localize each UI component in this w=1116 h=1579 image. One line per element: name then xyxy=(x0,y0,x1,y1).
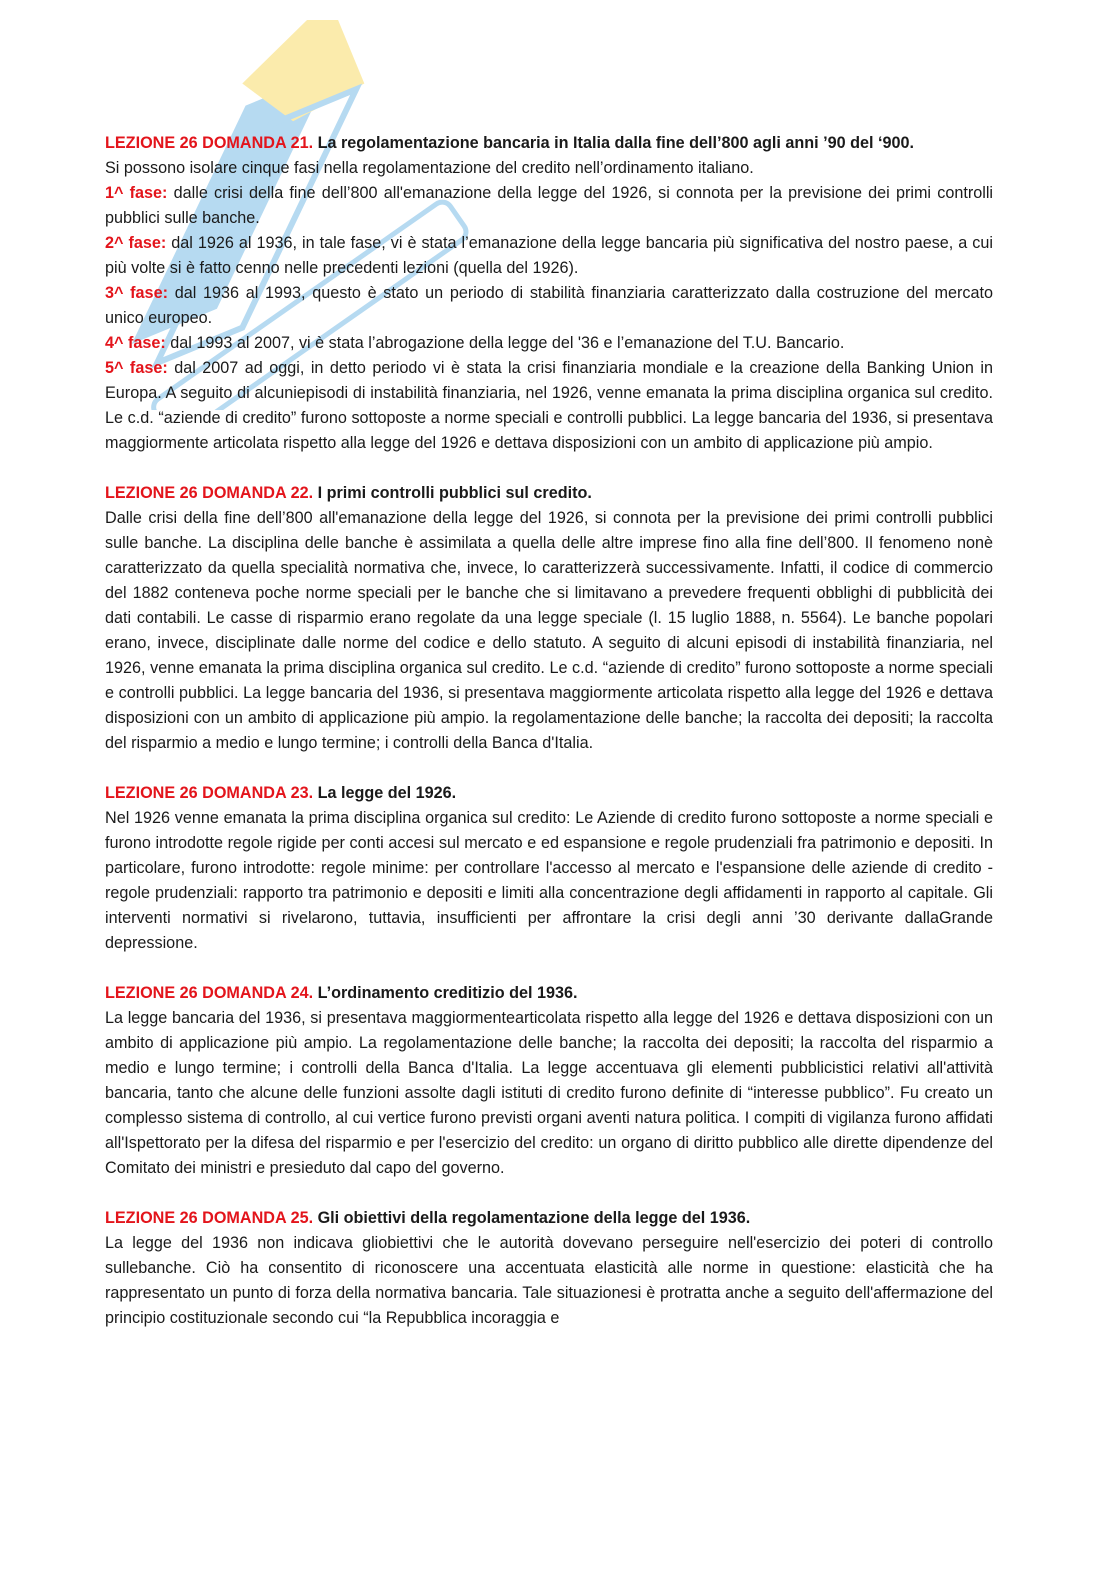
phase-5-label: 5^ fase: xyxy=(105,359,168,377)
phase-1-text: dalle crisi della fine dell’800 all'emanazione della legge del 1926, si connota per la previsione dei primi controlli pubblici sulle banche. xyxy=(105,184,994,227)
question-24-title: L’ordinamento creditizio del 1936. xyxy=(317,984,578,1002)
question-22-body: Dalle crisi della fine dell’800 all'emanazione della legge del 1926, si connota per la previsione dei primi controlli pubblici sulle banche. La disciplina delle banche è assimilata a quella delle altre imprese fino alla fine dell’800. Il fenomeno nonè caratterizzato da quella specialità normativa che, invece, lo caratterizzerà successivamente. Infatti, il codice di commercio del 1882 conteneva poche norme speciali per le banche che si limitavano a prevedere frequenti obblighi di pubblicità dei dati contabili. Le casse di risparmio erano regolate da una legge speciale (l. 15 luglio 1888, n. 5564). Le banche popolari erano, invece, disciplinate dalle norme del codice e dello statuto. A seguito di alcuni episodi di instabilità finanziaria, nel 1926, venne emanata la prima disciplina organica sul credito. Le c.d. “aziende di credito” furono sottoposte a norme speciali e controlli pubblici. La legge bancaria del 1936, si presentava maggiormente articolata rispetto alla legge del 1926 e dettava disposizioni con un ambito di applicazione più ampio. la regolamentazione delle banche; la raccolta dei depositi; la raccolta del risparmio a medio e lungo termine; i controlli della Banca d'Italia. xyxy=(105,509,993,752)
question-25 xyxy=(105,1206,993,1331)
phase-1 xyxy=(105,181,993,231)
question-25-number: LEZIONE 26 DOMANDA 25. xyxy=(105,1209,314,1227)
question-25-heading xyxy=(105,1206,993,1231)
question-22-title: I primi controlli pubblici sul credito. xyxy=(317,484,592,502)
question-25-title: Gli obiettivi della regolamentazione della legge del 1936. xyxy=(317,1209,751,1227)
phase-1-label: 1^ fase: xyxy=(105,184,168,202)
phase-5 xyxy=(105,356,993,456)
question-21-title: La regolamentazione bancaria in Italia dalla fine dell’800 agli anni ’90 del ‘900. xyxy=(317,134,915,152)
phase-5-text: dal 2007 ad oggi, in detto periodo vi è stata la crisi finanziaria mondiale e la creazione della Banking Union in Europa. A seguito di alcuniepisodi di instabilità finanziaria, nel 1926, venne emanata la prima disciplina organica sul credito. Le c.d. “aziende di credito” furono sottoposte a norme speciali e controlli pubblici. La legge bancaria del 1936, si presentava maggiormente articolata rispetto alla legge del 1926 e dettava disposizioni con un ambito di applicazione più ampio. xyxy=(105,359,993,452)
question-21-heading xyxy=(105,131,993,156)
question-23-heading xyxy=(105,781,993,806)
phase-2-text: dal 1926 al 1936, in tale fase, vi è stata l’emanazione della legge bancaria più significativa del nostro paese, a cui più volte si è fatto cenno nelle precedenti lezioni (quella del 1926). xyxy=(105,234,993,277)
question-21 xyxy=(105,131,993,456)
question-24 xyxy=(105,981,993,1181)
phase-3-label: 3^ fase: xyxy=(105,284,168,302)
phase-2-label: 2^ fase: xyxy=(105,234,167,252)
question-24-number: LEZIONE 26 DOMANDA 24. xyxy=(105,984,314,1002)
phase-4-text: dal 1993 al 2007, vi è stata l’abrogazione della legge del '36 e l’emanazione del T.U. Bancario. xyxy=(170,334,845,352)
phase-3 xyxy=(105,281,993,331)
question-24-body: La legge bancaria del 1936, si presentava maggiormentearticolata rispetto alla legge del 1926 e dettava disposizioni con un ambito di applicazione più ampio. La regolamentazione delle banche; la raccolta dei depositi; la raccolta del risparmio a medio e lungo termine; i controlli della Banca d'Italia. La legge accentuava gli elementi pubblicistici relativi all'attività bancaria, tanto che alcune delle funzioni assolte dagli istituti di credito furono definite di “interesse pubblico”. Fu creato un complesso sistema di controllo, al cui vertice furono previsti organi aventi natura politica. I compiti di vigilanza furono affidati all'Ispettorato per la difesa del risparmio e per l'esercizio del credito: un organo di diritto pubblico alle dirette dipendenze del Comitato dei ministri e presieduto dal capo del governo. xyxy=(105,1009,993,1177)
phase-4-label: 4^ fase: xyxy=(105,334,166,352)
question-23-number: LEZIONE 26 DOMANDA 23. xyxy=(105,784,314,802)
question-23-title: La legge del 1926. xyxy=(317,784,457,802)
phase-4 xyxy=(105,331,993,356)
question-21-intro: Si possono isolare cinque fasi nella regolamentazione del credito nell’ordinamento italiano. xyxy=(105,159,754,177)
question-22 xyxy=(105,481,993,756)
question-22-number: LEZIONE 26 DOMANDA 22. xyxy=(105,484,314,502)
phase-2 xyxy=(105,231,993,281)
question-21-number: LEZIONE 26 DOMANDA 21. xyxy=(105,134,314,152)
question-23 xyxy=(105,781,993,956)
question-24-heading xyxy=(105,981,993,1006)
document-page xyxy=(105,131,993,1356)
phase-3-text: dal 1936 al 1993, questo è stato un periodo di stabilità finanziaria caratterizzato dalla costruzione del mercato unico europeo. xyxy=(105,284,994,327)
question-23-body: Nel 1926 venne emanata la prima disciplina organica sul credito: Le Aziende di credito furono sottoposte a norme speciali e furono introdotte regole rigide per conti accesi sul mercato e ed espansione e regole prudenziali fra patrimonio e depositi. In particolare, furono introdotte: regole minime: per controllare l'accesso al mercato e l'espansione delle aziende di credito - regole prudenziali: rapporto tra patrimonio e depositi e limiti alla concentrazione degli affidamenti in rapporto al capitale. Gli interventi normativi si rivelarono, tuttavia, insufficienti per affrontare la crisi degli anni ’30 derivante dallaGrande depressione. xyxy=(105,809,993,952)
question-25-body: La legge del 1936 non indicava gliobiettivi che le autorità dovevano perseguire nell'esercizio dei poteri di controllo sullebanche. Ciò ha consentito di riconoscere una accentuata elasticità alle norme in questione: elasticità che ha rappresentato un punto di forza della normativa bancaria. Tale situazionesi è protratta anche a seguito dell'affermazione del principio costituzionale secondo cui “la Repubblica incoraggia e xyxy=(105,1234,993,1327)
question-22-heading xyxy=(105,481,993,506)
